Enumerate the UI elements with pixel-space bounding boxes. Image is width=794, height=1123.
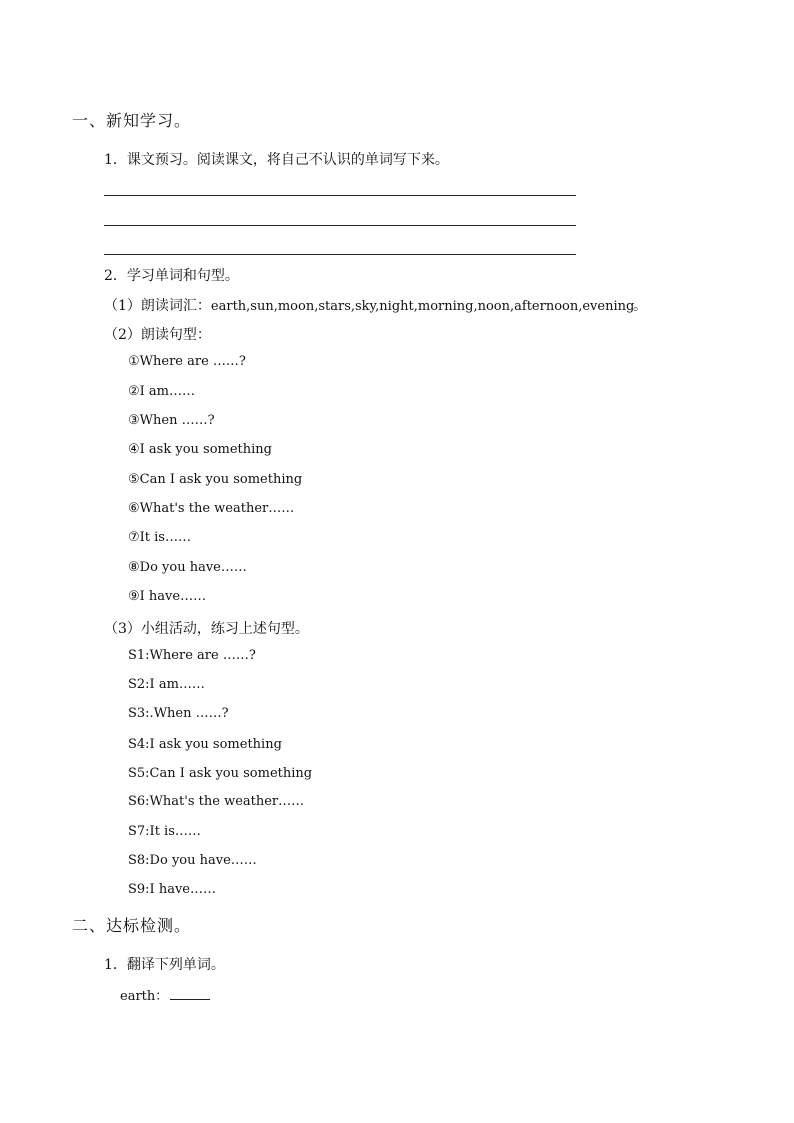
answer-blank-earth[interactable]	[170, 987, 210, 1000]
dialogue-line-5: S5:Can I ask you something	[128, 766, 313, 781]
pattern-5: ⑤Can I ask you something	[128, 472, 303, 487]
answer-line-2[interactable]	[104, 225, 576, 226]
translate-question-1	[120, 985, 210, 1004]
group-activity-title: （3）小组活动，练习上述句型。	[104, 621, 309, 637]
pattern-4: ④I ask you something	[128, 442, 272, 457]
pattern-9: ⑨I have……	[128, 589, 207, 604]
pattern-3: ③When ……?	[128, 413, 215, 428]
translate-instruction: 1．翻译下列单词。	[104, 957, 225, 973]
study-instruction: 2．学习单词和句型。	[104, 268, 239, 284]
dialogue-line-9: S9:I have……	[128, 882, 216, 897]
vocab-prefix: （1）朗读词汇：	[104, 298, 211, 314]
question-label-earth: earth：	[120, 989, 169, 1004]
dialogue-line-3: S3:.When ……?	[128, 706, 229, 721]
section-1-heading: 一、新知学习。	[72, 111, 192, 130]
pattern-8: ⑧Do you have……	[128, 560, 247, 575]
dialogue-line-4: S4:I ask you something	[128, 737, 282, 752]
dialogue-line-1: S1:Where are ……?	[128, 648, 256, 663]
dialogue-line-2: S2:I am……	[128, 677, 205, 692]
pattern-7: ⑦It is……	[128, 530, 191, 545]
pattern-1: ①Where are ……?	[128, 354, 246, 369]
preview-instruction: 1．课文预习。阅读课文，将自己不认识的单词写下来。	[104, 152, 449, 168]
dialogue-line-8: S8:Do you have……	[128, 853, 257, 868]
patterns-title: （2）朗读句型：	[104, 327, 211, 343]
vocab-line	[104, 295, 634, 315]
vocab-words: earth,sun,moon,stars,sky,night,morning,noon,afternoon,evening	[210, 299, 635, 314]
vocab-end-mark: 。	[633, 298, 647, 314]
section-2-heading: 二、达标检测。	[72, 916, 192, 935]
dialogue-line-7: S7:It is……	[128, 824, 201, 839]
answer-line-3[interactable]	[104, 254, 576, 255]
answer-line-1[interactable]	[104, 195, 576, 196]
dialogue-line-6: S6:What's the weather……	[128, 794, 305, 809]
pattern-2: ②I am……	[128, 384, 195, 399]
pattern-6: ⑥What's the weather……	[128, 501, 295, 516]
